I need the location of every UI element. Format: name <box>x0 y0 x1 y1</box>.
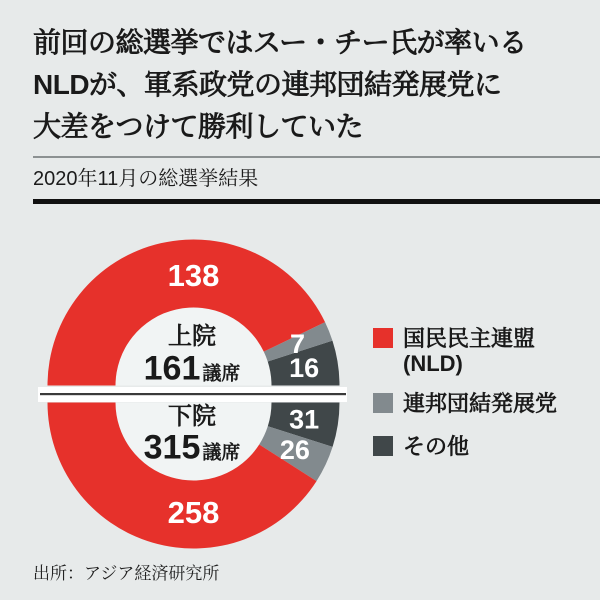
legend-item-usdp <box>373 393 557 416</box>
title-line-3: 大差をつけて勝利していた <box>33 111 364 142</box>
legend-item-nld <box>373 328 535 376</box>
upper-house-seats-suffix: 議席 <box>202 363 241 385</box>
legend-label-other: その他 <box>403 434 470 459</box>
legend-swatch-usdp <box>373 393 393 413</box>
legend-swatch-other <box>373 436 393 456</box>
legend-label-usdp: 連邦団結発展党 <box>403 391 558 416</box>
upper-house-seats-number: 161 <box>143 349 201 388</box>
slice-value-lower-other: 31 <box>289 404 320 435</box>
divider-line <box>40 393 346 395</box>
slice-value-upper-other: 16 <box>289 353 320 384</box>
legend-swatch-nld <box>373 328 393 348</box>
slice-value-upper-usdp: 7 <box>289 328 306 359</box>
chart-subtitle: 2020年11月の総選挙結果 <box>33 168 259 190</box>
legend-item-other <box>373 436 469 459</box>
lower-house-name: 下院 <box>168 403 216 430</box>
slice-value-lower-nld: 258 <box>167 495 220 530</box>
upper-house-total <box>144 350 241 389</box>
title-line-1: 前回の総選挙ではスー・チー氏が率いる <box>33 27 527 58</box>
lower-house-seats-suffix: 議席 <box>202 442 241 464</box>
lower-house-seats-number: 315 <box>143 428 201 467</box>
lower-house-total <box>144 429 241 468</box>
legend-label-nld: 国民民主連盟 (NLD) <box>403 326 536 376</box>
upper-house-name: 上院 <box>168 323 216 350</box>
legend <box>373 328 593 468</box>
slice-value-upper-nld: 138 <box>167 258 220 293</box>
slice-value-lower-usdp: 26 <box>279 435 310 466</box>
source-note: 出所：アジア経済研究所 <box>33 564 220 583</box>
title-line-2: NLDが、軍系政党の連邦団結発展党に <box>33 69 502 100</box>
